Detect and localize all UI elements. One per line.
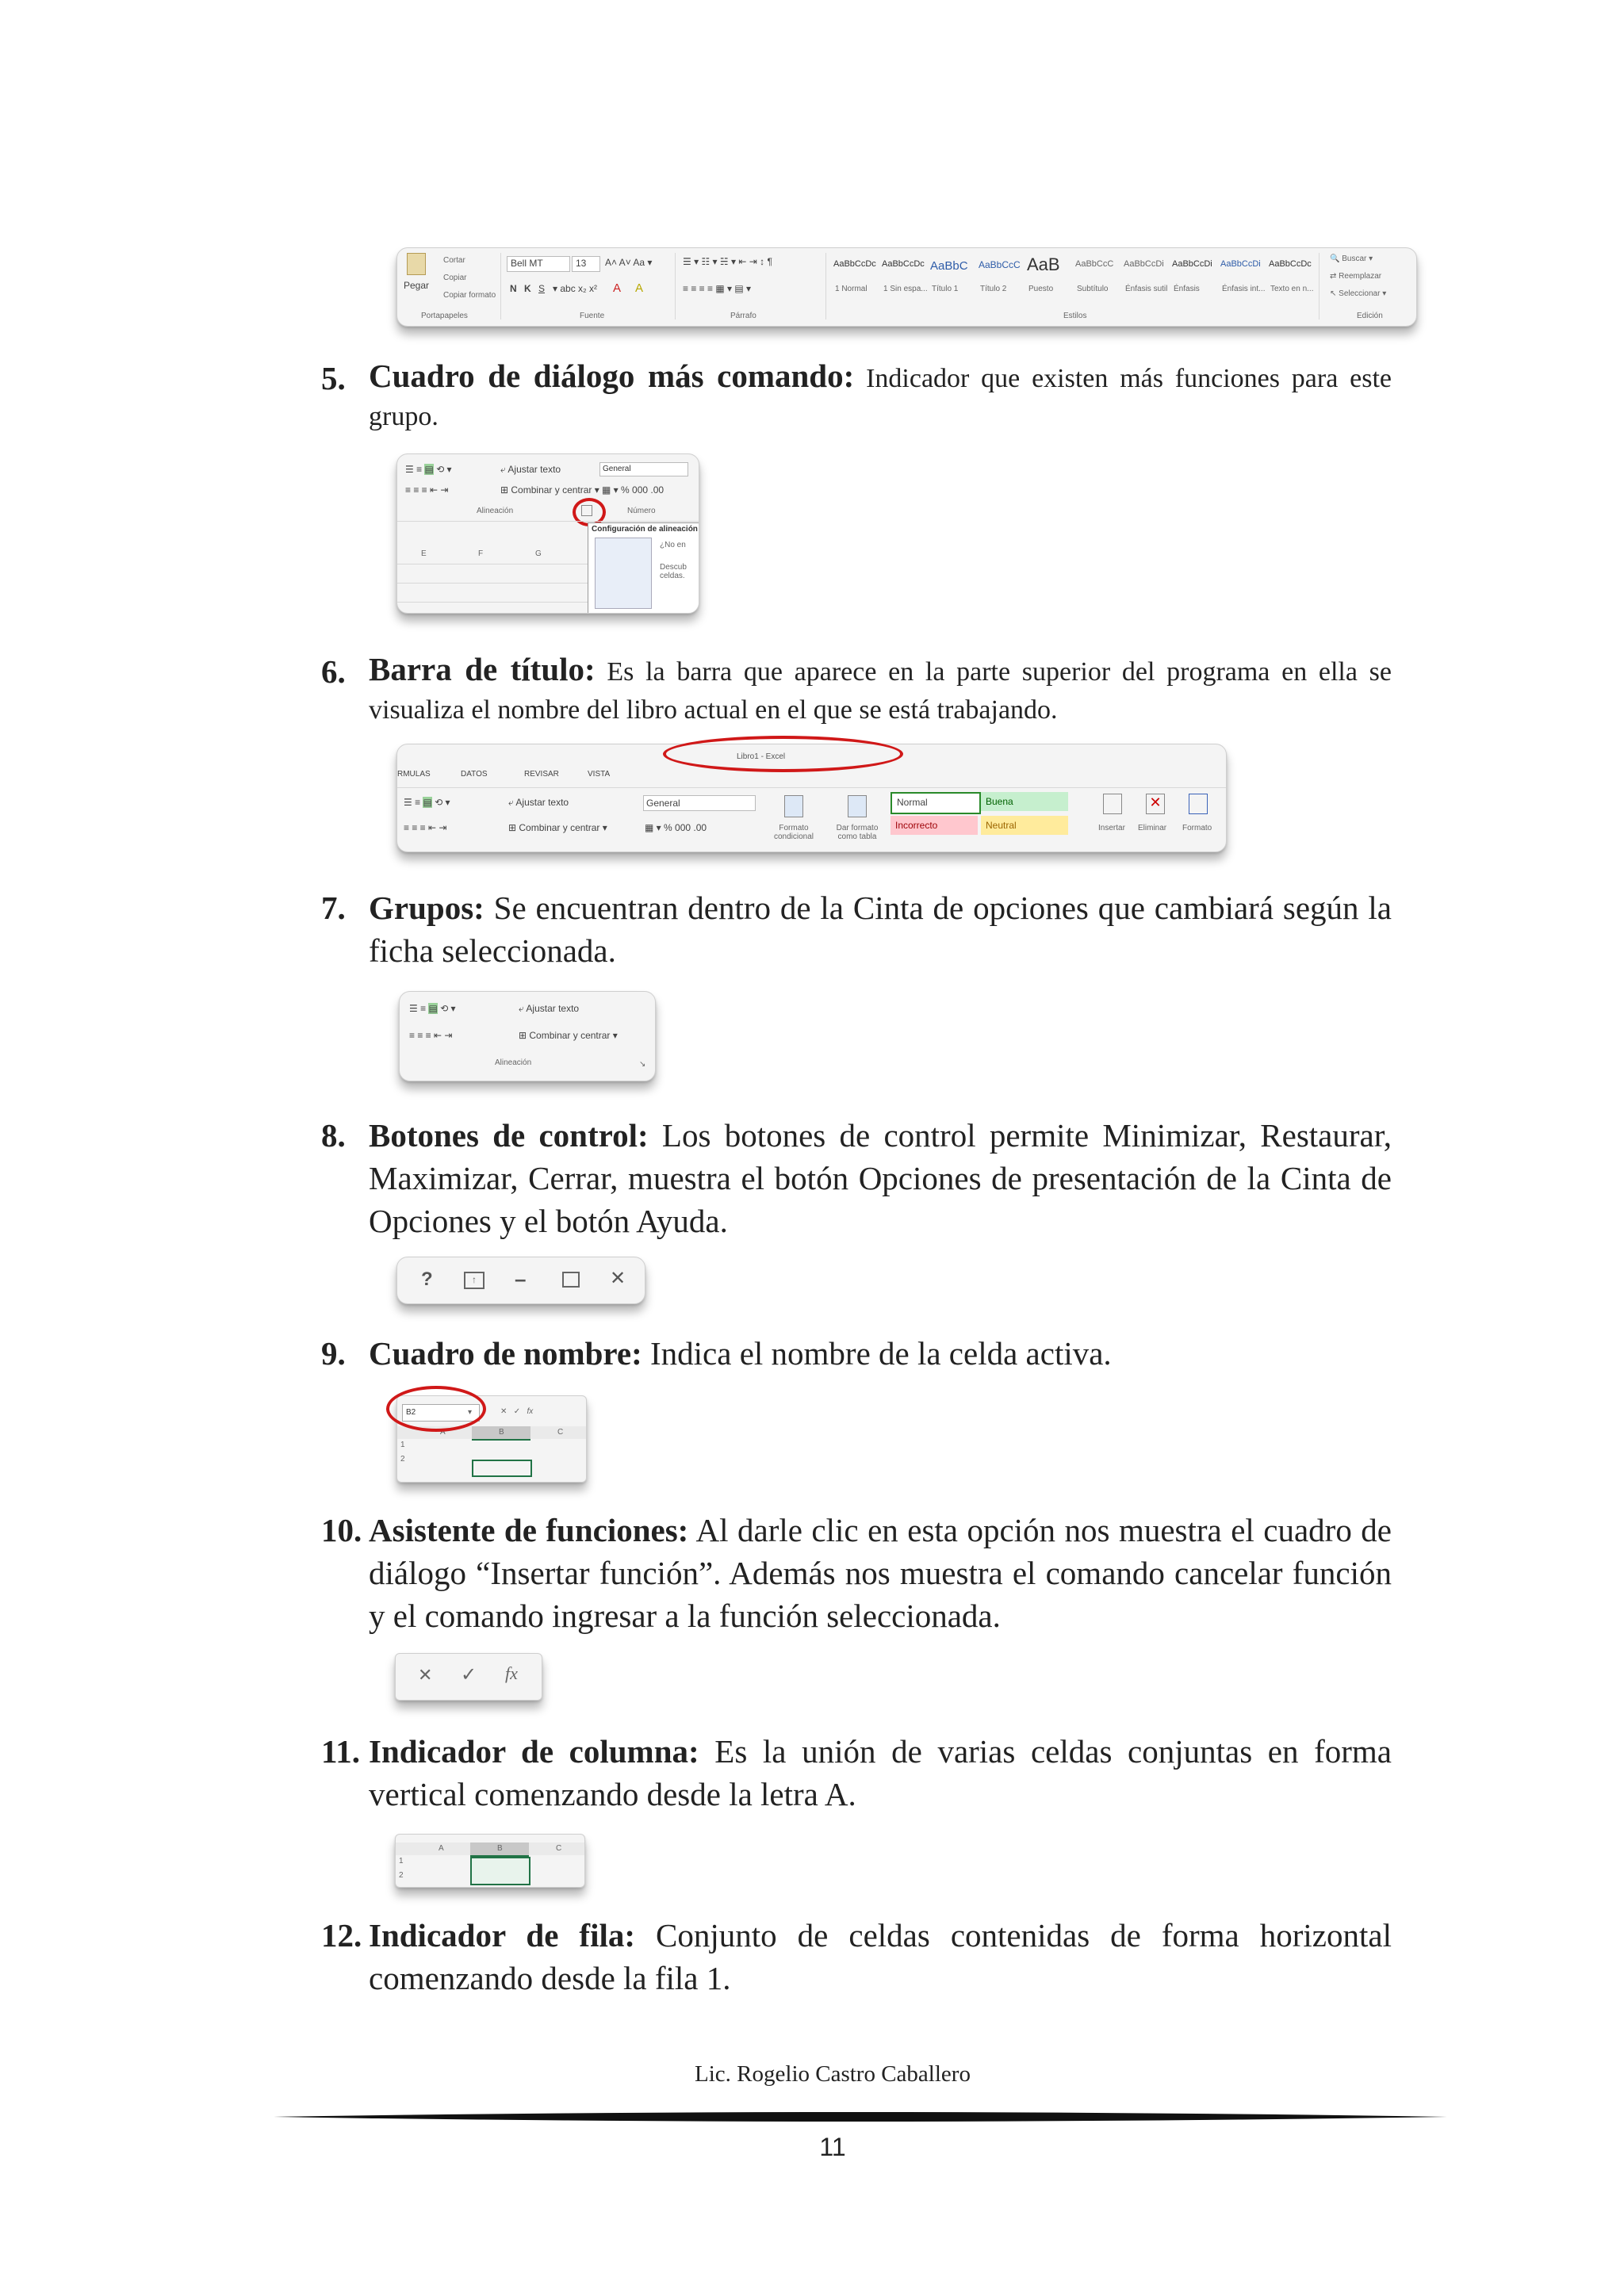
list-item-7 bbox=[321, 886, 1392, 972]
style-tile bbox=[977, 254, 1025, 302]
style-tile bbox=[1219, 254, 1266, 302]
item-number: 9. bbox=[321, 1335, 346, 1372]
style-tile bbox=[1074, 254, 1121, 302]
font-group-label: Fuente bbox=[580, 312, 605, 320]
control-buttons-screenshot bbox=[396, 1257, 645, 1304]
paste-label: Pegar bbox=[404, 280, 430, 291]
merge-center-label: ⊞ Combinar y centrar ▾ bbox=[500, 484, 599, 496]
item-title: Asistente de funciones: bbox=[369, 1512, 689, 1548]
find-label: 🔍 Buscar ▾ bbox=[1330, 254, 1373, 263]
number-icons: ▦ ▾ % 000 .00 bbox=[645, 822, 707, 833]
style-sample: AaBbCcC bbox=[1075, 259, 1114, 269]
item-text: Indicador que existen más funciones para este grupo. bbox=[369, 364, 1392, 431]
wrap-text-label: ⤶ Ajustar texto bbox=[519, 1003, 580, 1014]
bold-icon: N bbox=[510, 283, 517, 294]
item-body bbox=[369, 886, 1392, 972]
column-headers bbox=[397, 548, 596, 564]
alineacion-dialog-screenshot bbox=[396, 453, 699, 614]
column-header: B bbox=[499, 1428, 504, 1437]
style-good: Buena bbox=[981, 792, 1068, 811]
list-item-9 bbox=[321, 1332, 1392, 1375]
item-text: Al darle clic en esta opción nos muestra el cuadro de diálogo “Insertar función”. Además nos muestra el comando cancelar función y el comando ingresar a la función seleccionada. bbox=[369, 1512, 1392, 1634]
item-title: Botones de control: bbox=[369, 1117, 649, 1154]
restore-icon[interactable] bbox=[562, 1272, 580, 1288]
format-painter-label: Copiar formato bbox=[443, 291, 496, 300]
italic-icon: K bbox=[524, 283, 531, 294]
highlight-icon: A bbox=[635, 281, 644, 295]
underline-icon: S bbox=[538, 283, 546, 294]
column-header: F bbox=[478, 549, 484, 558]
style-neutral: Neutral bbox=[981, 816, 1068, 835]
item-number: 10. bbox=[321, 1512, 362, 1548]
merge-center-label: ⊞ Combinar y centrar ▾ bbox=[519, 1030, 618, 1041]
list-item-5 bbox=[321, 357, 1392, 436]
number-format-box: General bbox=[643, 795, 756, 811]
close-icon[interactable]: ✕ bbox=[610, 1268, 626, 1289]
column-indicator-screenshot bbox=[395, 1834, 585, 1888]
style-label: Texto en n... bbox=[1270, 285, 1314, 293]
namebox-highlight-ellipse bbox=[386, 1386, 486, 1432]
item-body bbox=[369, 1730, 1392, 1816]
formula-bar-icons: ✕ ✓ fx bbox=[500, 1407, 534, 1416]
style-sample: AaB bbox=[1027, 254, 1060, 274]
align-icons-row2: ≡ ≡ ≡ ⇤ ⇥ bbox=[409, 1030, 453, 1041]
ribbon-tab: VISTA bbox=[588, 770, 611, 779]
item-text: Indica el nombre de la celda activa. bbox=[642, 1335, 1112, 1372]
list-item-8 bbox=[321, 1114, 1392, 1242]
style-label: Título 1 bbox=[932, 285, 959, 293]
item-text: Los botones de control permite Minimizar, Restaurar, Maximizar, Cerrar, muestra el botón Opciones de presentación de la Cinta de Opciones y el botón Ayuda. bbox=[369, 1117, 1392, 1239]
wrap-text-label: ⤶ Ajustar texto bbox=[500, 464, 561, 475]
align-icons-row2: ≡ ≡ ≡ ⇤ ⇥ bbox=[404, 822, 447, 833]
row-header: 2 bbox=[399, 1871, 404, 1880]
font-size-arrows: A˄ A˅ Aa ▾ bbox=[605, 257, 653, 268]
item-body bbox=[369, 650, 1392, 729]
styles-group-label: Estilos bbox=[1063, 312, 1087, 320]
font-name-box: Bell MT bbox=[507, 256, 570, 272]
style-tile bbox=[1267, 254, 1315, 302]
font-color-icon: A bbox=[613, 281, 622, 295]
page-number: 11 bbox=[819, 2133, 846, 2161]
ribbon-tab: DATOS bbox=[461, 770, 488, 779]
delete-label: Eliminar bbox=[1138, 824, 1167, 832]
active-cell[interactable] bbox=[472, 1460, 532, 1477]
style-bad: Incorrecto bbox=[891, 816, 978, 835]
style-label: Subtítulo bbox=[1077, 285, 1109, 293]
tooltip-preview bbox=[595, 538, 652, 609]
style-label: Puesto bbox=[1028, 285, 1054, 293]
insert-function-icon[interactable]: fx bbox=[505, 1663, 518, 1683]
item-number: 5. bbox=[321, 360, 346, 396]
ribbon-display-options-icon[interactable]: ↑ bbox=[464, 1272, 485, 1289]
column-headers bbox=[412, 1843, 584, 1855]
align-icons-row1: ☰ ≡ ▤ ⟲ ▾ bbox=[409, 1003, 456, 1014]
enter-function-icon[interactable]: ✓ bbox=[461, 1664, 477, 1686]
item-title: Barra de título: bbox=[369, 651, 596, 687]
ribbon-tabs bbox=[397, 768, 635, 784]
font-size-box: 13 bbox=[572, 256, 600, 272]
item-number: 12. bbox=[321, 1917, 362, 1954]
row-header: 1 bbox=[399, 1857, 404, 1866]
paste-icon bbox=[407, 253, 426, 275]
item-number: 6. bbox=[321, 653, 346, 690]
insert-label: Insertar bbox=[1098, 824, 1125, 832]
align-icons-row1: ☰ ≡ ▤ ⟲ ▾ bbox=[405, 464, 452, 475]
item-body bbox=[369, 357, 1392, 436]
item-text: Es la unión de varias celdas conjuntas en forma vertical comenzando desde la letra A. bbox=[369, 1733, 1392, 1812]
item-body bbox=[369, 1509, 1392, 1637]
style-sample: AaBbCcDi bbox=[1172, 259, 1212, 269]
align-icons-row2: ≡ ≡ ≡ ⇤ ⇥ bbox=[405, 484, 449, 496]
ribbon-tab: REVISAR bbox=[524, 770, 559, 779]
item-text: Conjunto de celdas contenidas de forma horizontal comenzando desde la fila 1. bbox=[369, 1917, 1392, 1996]
item-body bbox=[369, 1114, 1392, 1242]
style-tile bbox=[1122, 254, 1170, 302]
ribbon-tab: RMULAS bbox=[397, 770, 431, 779]
style-label: 1 Sin espa... bbox=[883, 285, 928, 293]
item-number: 11. bbox=[321, 1733, 360, 1770]
replace-label: ⇄ Reemplazar bbox=[1330, 272, 1382, 281]
alignment-tooltip: Configuración de alineación ¿No en Descub celdas. bbox=[588, 522, 699, 614]
column-header: A bbox=[440, 1428, 446, 1437]
item-title: Cuadro de nombre: bbox=[369, 1335, 642, 1372]
cancel-function-icon[interactable]: ✕ bbox=[418, 1665, 433, 1685]
item-body bbox=[369, 1332, 1392, 1375]
column-header: C bbox=[557, 1428, 564, 1437]
style-tile bbox=[1025, 254, 1073, 302]
number-icons: ▦ ▾ % 000 .00 bbox=[602, 484, 665, 496]
item-title: Cuadro de diálogo más comando: bbox=[369, 358, 855, 394]
wrap-text-label: ⤶ Ajustar texto bbox=[508, 797, 569, 808]
font-effects-icons: ▾ abc x₂ x² bbox=[553, 283, 598, 294]
row-header: 1 bbox=[400, 1441, 405, 1449]
style-label: Énfasis bbox=[1174, 285, 1200, 293]
paragraph-group-label: Párrafo bbox=[730, 312, 756, 320]
column-header: B bbox=[497, 1844, 503, 1853]
column-header: E bbox=[421, 549, 427, 558]
window-title: Libro1 - Excel bbox=[737, 752, 786, 761]
copy-label: Copiar bbox=[443, 274, 467, 282]
row-header: 2 bbox=[400, 1455, 405, 1464]
numero-group-label: Número bbox=[627, 507, 656, 515]
style-tile bbox=[929, 254, 976, 302]
column-header: C bbox=[556, 1844, 562, 1853]
row-headers bbox=[397, 1441, 413, 1480]
style-sample: AaBbC bbox=[930, 259, 968, 273]
style-label: Énfasis sutil bbox=[1125, 285, 1168, 293]
style-label: Énfasis int... bbox=[1222, 285, 1266, 293]
conditional-format-label: Formato condicional bbox=[773, 824, 814, 841]
minimize-icon[interactable]: – bbox=[515, 1267, 527, 1291]
style-tile bbox=[832, 254, 879, 302]
item-text: Es la barra que aparece en la parte superior del programa en ella se visualiza el nombre del libro actual en el que se está trabajando. bbox=[369, 657, 1392, 725]
dialog-launcher-icon: ↘ bbox=[639, 1060, 646, 1069]
format-label: Formato bbox=[1182, 824, 1212, 832]
item-title: Indicador de fila: bbox=[369, 1917, 636, 1954]
clipboard-group-label: Portapapeles bbox=[421, 312, 468, 320]
editing-group-label: Edición bbox=[1357, 312, 1383, 320]
style-sample: AaBbCcDc bbox=[833, 259, 876, 269]
list-item-11 bbox=[321, 1730, 1392, 1816]
alineacion-group-label: Alineación bbox=[477, 507, 514, 515]
style-sample: AaBbCcDi bbox=[1220, 259, 1261, 269]
insert-cells-icon bbox=[1103, 794, 1122, 814]
style-sample: AaBbCcDc bbox=[1269, 259, 1312, 269]
footer-author: Lic. Rogelio Castro Caballero bbox=[695, 2061, 971, 2087]
list-item-6 bbox=[321, 650, 1392, 729]
item-number: 8. bbox=[321, 1117, 346, 1154]
table-format-icon bbox=[848, 795, 867, 817]
paragraph-icons-row2: ≡ ≡ ≡ ≡ ▦ ▾ ▤ ▾ bbox=[683, 283, 752, 294]
help-icon[interactable]: ? bbox=[421, 1269, 433, 1290]
style-normal: Normal bbox=[891, 792, 981, 814]
list-item-12 bbox=[321, 1914, 1392, 1999]
title-highlight-ellipse bbox=[663, 736, 903, 772]
selected-column-cells bbox=[470, 1857, 530, 1885]
cut-label: Cortar bbox=[443, 256, 465, 265]
styles-gallery bbox=[832, 254, 1316, 302]
group-label: Alineación bbox=[495, 1058, 532, 1067]
style-sample: AaBbCcDi bbox=[1124, 259, 1164, 269]
style-tile bbox=[880, 254, 928, 302]
align-icons-row1: ☰ ≡ ▤ ⟲ ▾ bbox=[404, 797, 450, 808]
merge-center-label: ⊞ Combinar y centrar ▾ bbox=[508, 822, 607, 833]
table-format-label: Dar formato como tabla bbox=[836, 824, 879, 841]
item-number: 7. bbox=[321, 890, 346, 926]
item-text: Se encuentran dentro de la Cinta de opciones que cambiará según la ficha seleccionada. bbox=[369, 890, 1392, 969]
row-headers bbox=[396, 1857, 412, 1885]
item-body bbox=[369, 1914, 1392, 1999]
ribbon-home-screenshot bbox=[396, 247, 1417, 327]
chevron-down-icon: ▾ bbox=[468, 1408, 473, 1417]
column-header: A bbox=[439, 1844, 444, 1853]
list-item-10 bbox=[321, 1509, 1392, 1637]
footer-rule bbox=[274, 2109, 1447, 2125]
conditional-format-icon bbox=[784, 795, 803, 817]
style-sample: AaBbCcDc bbox=[882, 259, 925, 269]
style-label: 1 Normal bbox=[835, 285, 868, 293]
grupos-screenshot bbox=[399, 991, 656, 1081]
style-label: Título 2 bbox=[980, 285, 1007, 293]
column-header: G bbox=[535, 549, 542, 558]
format-cells-icon bbox=[1189, 794, 1208, 814]
function-buttons-screenshot bbox=[395, 1653, 542, 1701]
select-label: ↖ Seleccionar ▾ bbox=[1330, 289, 1387, 298]
name-box-value: B2 bbox=[406, 1408, 416, 1417]
number-format-box: General bbox=[599, 462, 688, 476]
delete-cells-icon: ✕ bbox=[1146, 794, 1165, 814]
style-sample: AaBbCcC bbox=[979, 259, 1021, 270]
paragraph-icons-row1: ☰ ▾ ☷ ▾ ☵ ▾ ⇤ ⇥ ↕ ¶ bbox=[683, 256, 772, 267]
item-title: Grupos: bbox=[369, 890, 485, 926]
style-tile bbox=[1170, 254, 1218, 302]
item-title: Indicador de columna: bbox=[369, 1733, 699, 1770]
